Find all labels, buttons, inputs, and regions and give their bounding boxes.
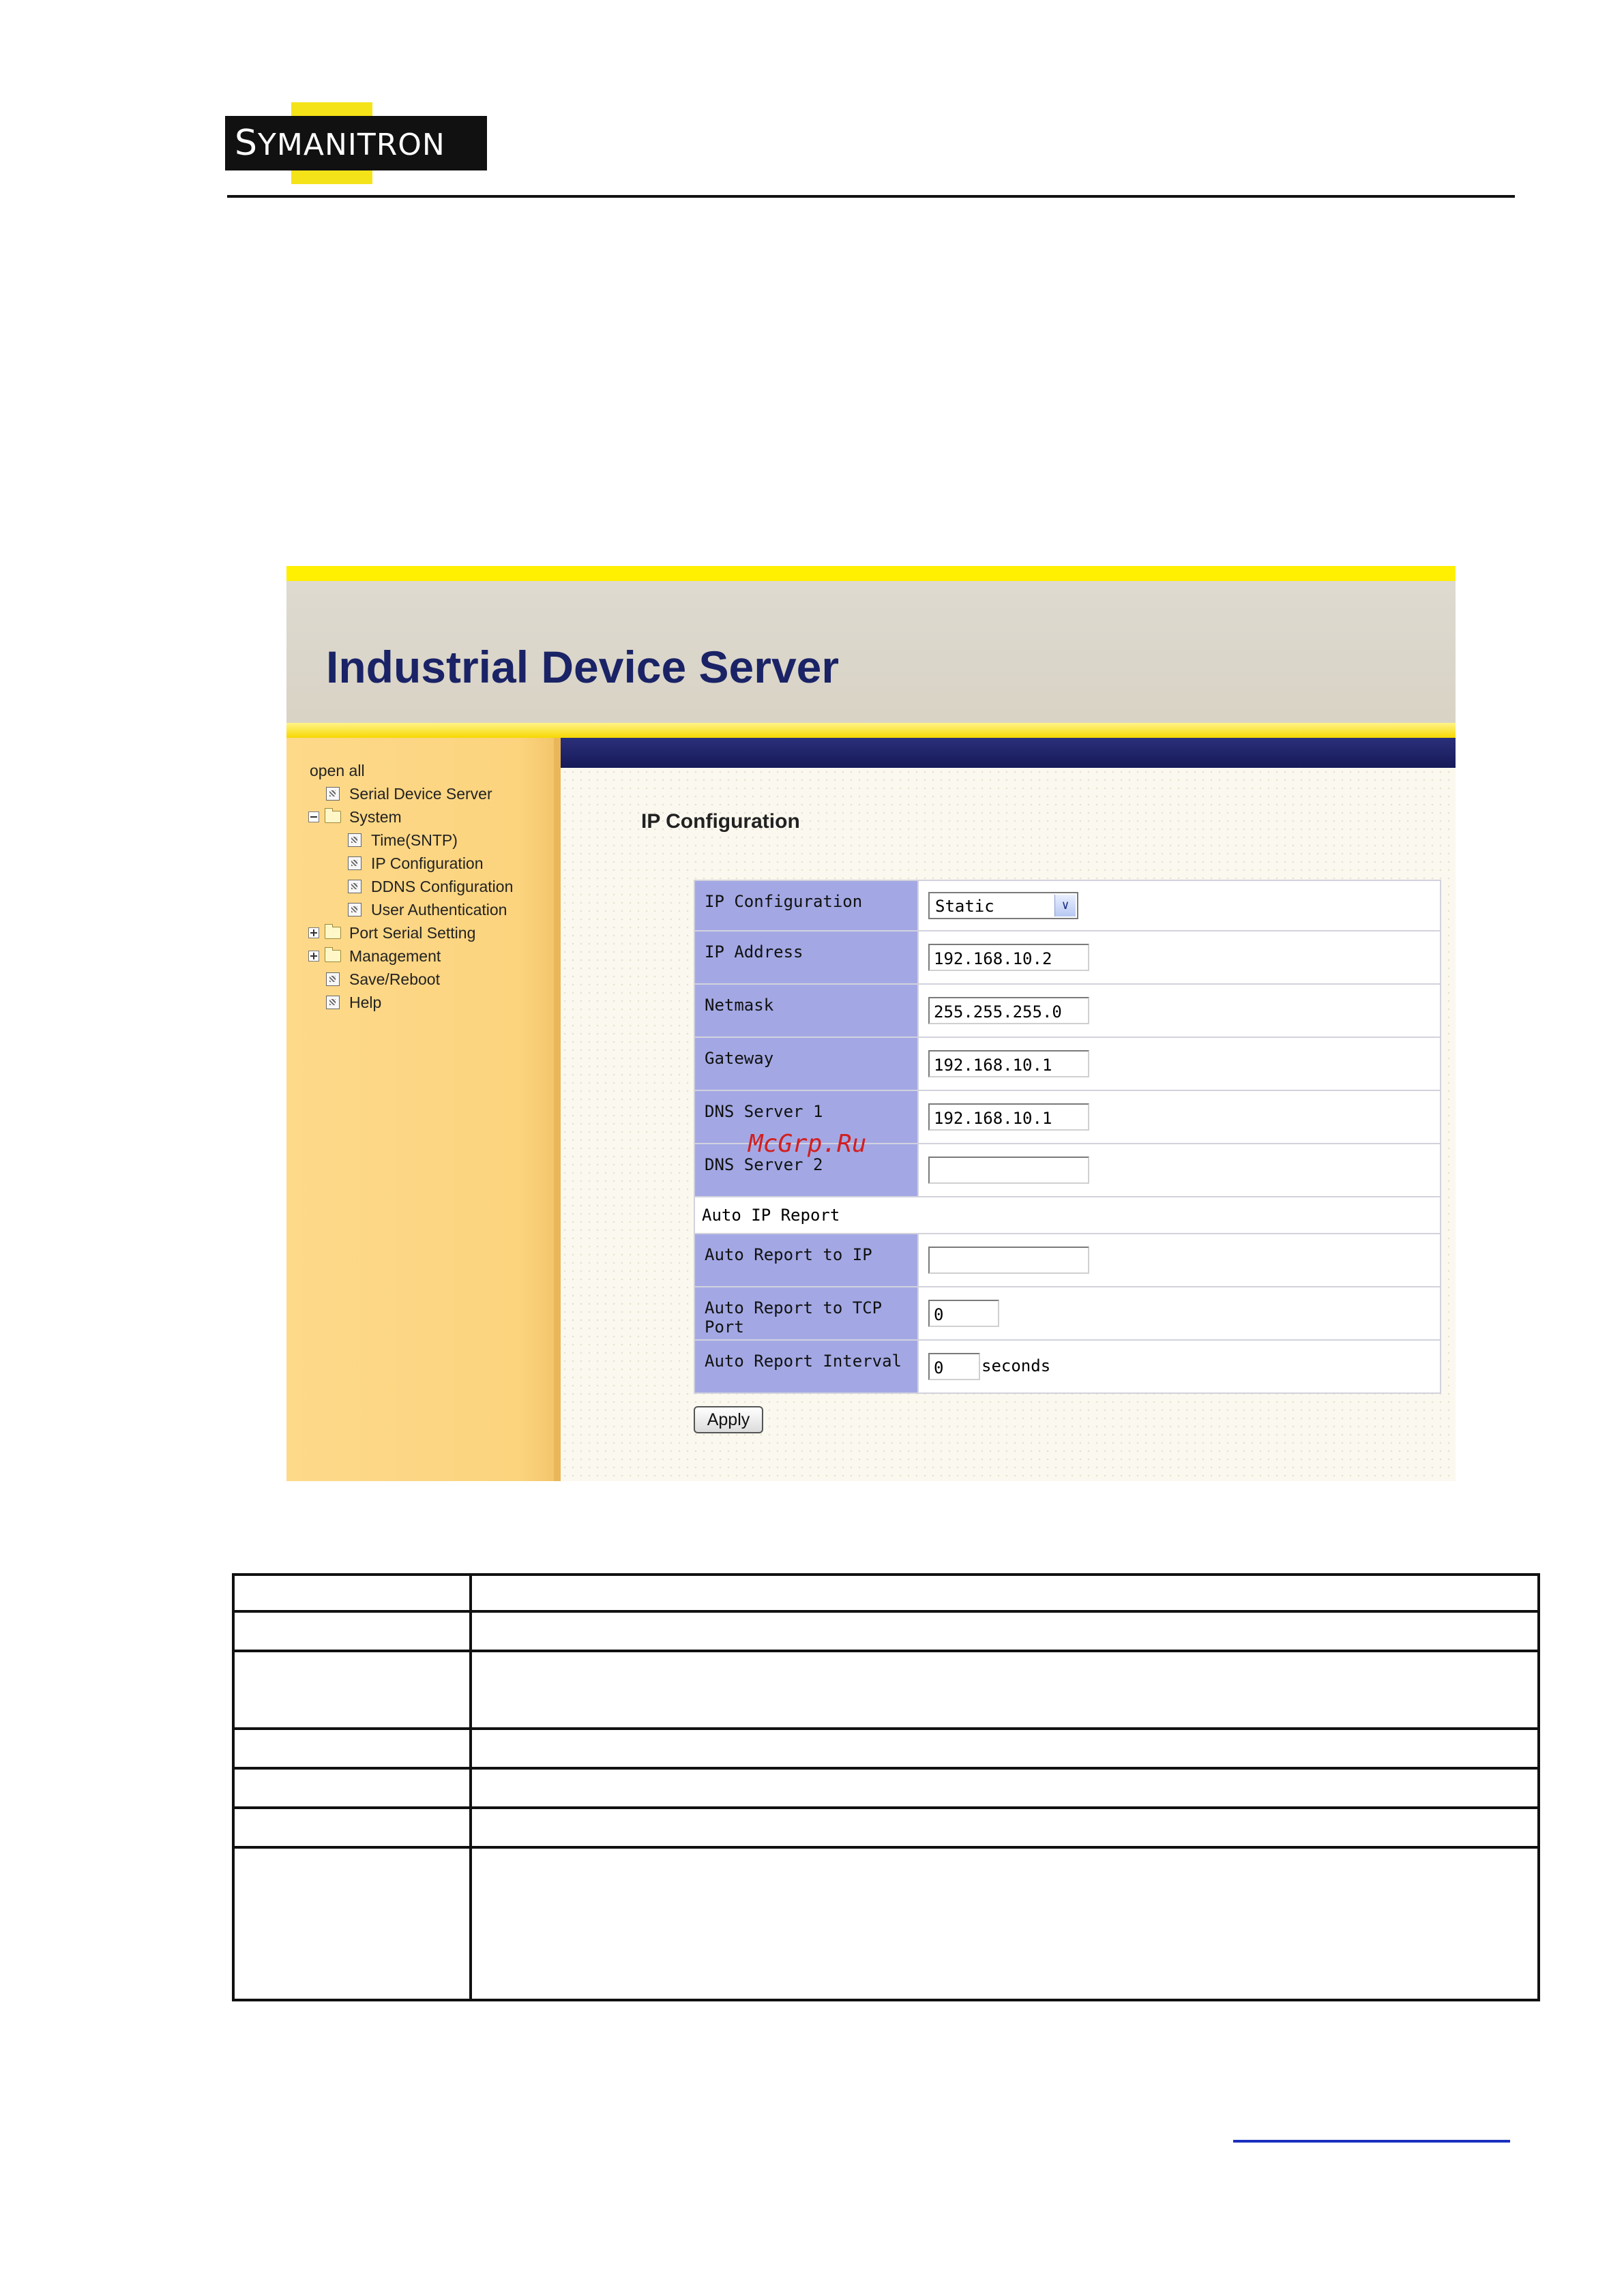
tree-item-label: Port Serial Setting bbox=[349, 924, 476, 942]
table-cell bbox=[471, 1729, 1539, 1768]
logo-wordmark bbox=[225, 116, 487, 170]
page-icon bbox=[348, 856, 361, 870]
dns-server-1-cell bbox=[918, 1090, 1441, 1144]
watermark-text: McGrp.Ru bbox=[748, 1130, 867, 1158]
tree-item-label: User Authentication bbox=[371, 901, 507, 919]
form-row bbox=[694, 931, 1441, 984]
tree-open-all[interactable] bbox=[310, 760, 365, 781]
tree-item-management[interactable] bbox=[308, 945, 441, 967]
page-icon bbox=[326, 996, 340, 1009]
netmask-label: Netmask bbox=[694, 984, 918, 1037]
ip-address-input[interactable]: 192.168.10.2 bbox=[928, 944, 1089, 971]
table-cell bbox=[233, 1847, 471, 2000]
dns-server-1-label: DNS Server 1 bbox=[694, 1090, 918, 1144]
select-value: Static bbox=[935, 897, 994, 916]
logo-cap-letter: S bbox=[235, 123, 259, 164]
page-heading: IP Configuration bbox=[641, 810, 800, 833]
header-rule bbox=[227, 195, 1515, 198]
table-cell bbox=[471, 1768, 1539, 1808]
table-row bbox=[233, 1729, 1539, 1768]
gateway-cell bbox=[918, 1037, 1441, 1090]
auto-report-ip-label: Auto Report to IP bbox=[694, 1234, 918, 1287]
interval-unit: seconds bbox=[981, 1356, 1051, 1375]
table-row bbox=[233, 1768, 1539, 1808]
form-row bbox=[694, 880, 1441, 931]
table-row bbox=[233, 1847, 1539, 2000]
apply-button[interactable]: Apply bbox=[694, 1406, 763, 1433]
folder-icon bbox=[325, 950, 341, 962]
tree-item-label: IP Configuration bbox=[371, 854, 484, 872]
dns-server-2-input[interactable] bbox=[928, 1157, 1089, 1184]
tree-item-port-serial-setting[interactable] bbox=[308, 922, 475, 944]
tree-item-label: Management bbox=[349, 947, 441, 965]
content-top-bar bbox=[561, 738, 1456, 768]
auto-report-interval-input[interactable]: 0 bbox=[928, 1353, 980, 1380]
logo-rest-letters: YMANITRON bbox=[258, 128, 445, 162]
open-all-link[interactable]: open all bbox=[310, 762, 365, 779]
auto-report-interval-label: Auto Report Interval bbox=[694, 1340, 918, 1393]
ip-configuration-cell bbox=[918, 880, 1441, 931]
banner-bottom-band bbox=[286, 723, 1456, 738]
tree-item-help[interactable] bbox=[326, 992, 381, 1013]
table-cell bbox=[233, 1651, 471, 1729]
tree-item-ddns-configuration[interactable] bbox=[348, 876, 513, 897]
page-icon bbox=[326, 787, 340, 801]
tree-item-user-authentication[interactable] bbox=[348, 899, 507, 921]
footer-link-underline[interactable] bbox=[1233, 2140, 1510, 2143]
form-row bbox=[694, 1037, 1441, 1090]
auto-report-ip-input[interactable] bbox=[928, 1247, 1089, 1274]
form-row bbox=[694, 1340, 1441, 1393]
tree-item-label: Save/Reboot bbox=[349, 970, 440, 988]
ip-configuration-label: IP Configuration bbox=[694, 880, 918, 931]
auto-report-interval-cell bbox=[918, 1340, 1441, 1393]
table-cell bbox=[471, 1808, 1539, 1847]
symanitron-logo bbox=[225, 102, 487, 184]
collapse-icon[interactable] bbox=[308, 811, 319, 822]
tree-item-label: System bbox=[349, 808, 402, 826]
page-icon bbox=[326, 972, 340, 986]
table-cell bbox=[471, 1847, 1539, 2000]
table-row bbox=[233, 1575, 1539, 1611]
auto-ip-report-heading: Auto IP Report bbox=[694, 1197, 1441, 1234]
chevron-down-icon[interactable]: ∨ bbox=[1054, 895, 1076, 916]
folder-icon bbox=[325, 927, 341, 939]
tree-item-time-sntp[interactable] bbox=[348, 829, 458, 851]
sidebar-edge bbox=[554, 738, 561, 1481]
table-cell bbox=[233, 1575, 471, 1611]
gateway-input[interactable]: 192.168.10.1 bbox=[928, 1050, 1089, 1077]
netmask-input[interactable]: 255.255.255.0 bbox=[928, 997, 1089, 1024]
ip-address-label: IP Address bbox=[694, 931, 918, 984]
table-cell bbox=[233, 1808, 471, 1847]
folder-open-icon bbox=[325, 811, 341, 823]
netmask-cell bbox=[918, 984, 1441, 1037]
app-banner bbox=[286, 581, 1456, 738]
tree-item-ip-configuration[interactable] bbox=[348, 852, 484, 874]
table-cell bbox=[233, 1611, 471, 1651]
tree-item-serial-device-server[interactable] bbox=[326, 783, 492, 805]
form-row bbox=[694, 1287, 1441, 1340]
table-row bbox=[233, 1611, 1539, 1651]
tree-item-label: DDNS Configuration bbox=[371, 878, 514, 895]
app-title: Industrial Device Server bbox=[326, 642, 840, 692]
tree-item-save-reboot[interactable] bbox=[326, 968, 440, 990]
tree-item-system[interactable] bbox=[308, 806, 402, 828]
ip-address-cell bbox=[918, 931, 1441, 984]
tree-item-label: Time(SNTP) bbox=[371, 831, 458, 849]
banner-top-band bbox=[286, 566, 1456, 581]
ip-configuration-select[interactable] bbox=[928, 892, 1078, 919]
dns-server-2-cell bbox=[918, 1144, 1441, 1197]
auto-report-port-label: Auto Report to TCP Port bbox=[694, 1287, 918, 1340]
form-section-row bbox=[694, 1197, 1441, 1234]
gateway-label: Gateway bbox=[694, 1037, 918, 1090]
table-cell bbox=[471, 1611, 1539, 1651]
auto-report-port-cell bbox=[918, 1287, 1441, 1340]
tree-item-label: Serial Device Server bbox=[349, 785, 492, 803]
page-icon bbox=[348, 833, 361, 847]
description-table bbox=[232, 1573, 1540, 2001]
auto-report-ip-cell bbox=[918, 1234, 1441, 1287]
expand-icon[interactable] bbox=[308, 951, 319, 961]
table-cell bbox=[471, 1651, 1539, 1729]
table-row bbox=[233, 1808, 1539, 1847]
table-cell bbox=[471, 1575, 1539, 1611]
dns-server-2-label: DNS Server 2 bbox=[694, 1144, 918, 1197]
page-icon bbox=[348, 903, 361, 916]
form-row bbox=[694, 984, 1441, 1037]
auto-report-port-input[interactable]: 0 bbox=[928, 1300, 999, 1327]
form-row bbox=[694, 1234, 1441, 1287]
page-icon bbox=[348, 880, 361, 893]
expand-icon[interactable] bbox=[308, 927, 319, 938]
dns-server-1-input[interactable]: 192.168.10.1 bbox=[928, 1103, 1089, 1131]
tree-item-label: Help bbox=[349, 994, 382, 1011]
table-row bbox=[233, 1651, 1539, 1729]
table-cell bbox=[233, 1729, 471, 1768]
table-cell bbox=[233, 1768, 471, 1808]
